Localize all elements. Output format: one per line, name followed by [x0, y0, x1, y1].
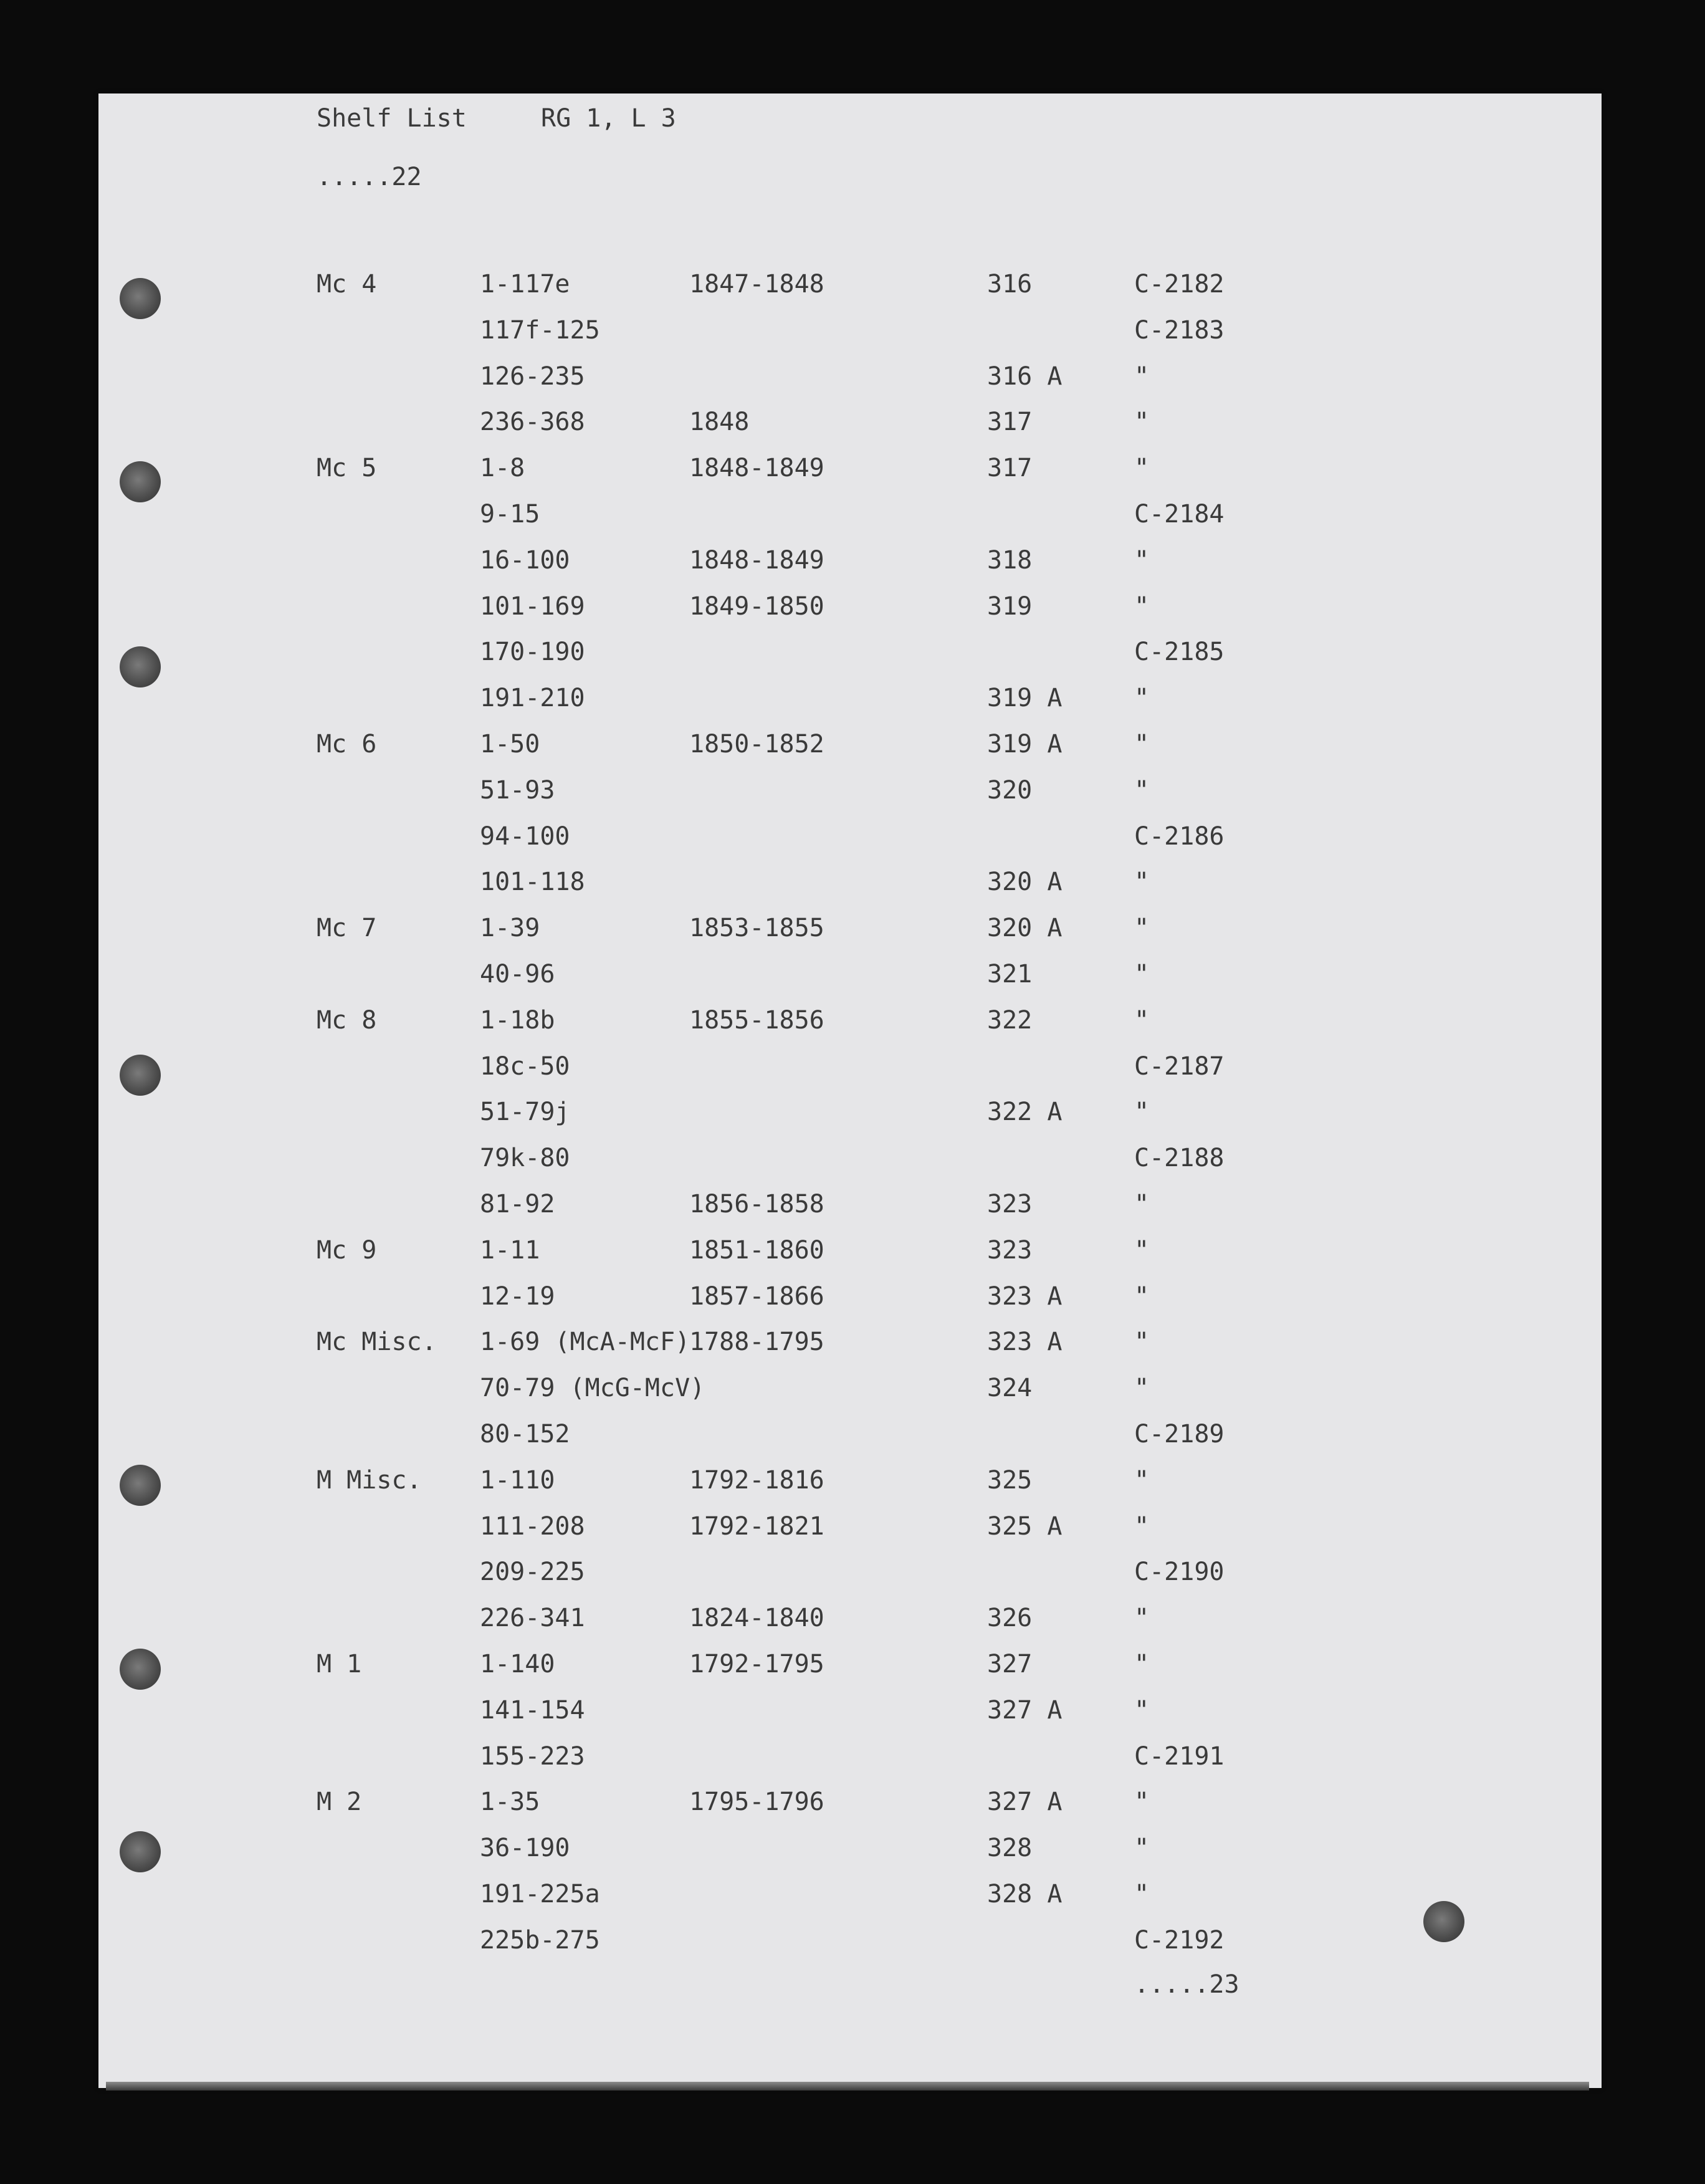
- microfilm-reel: C-2184: [1134, 500, 1225, 529]
- microfilm-reel: ": [1134, 1190, 1150, 1219]
- series-label: Mc Misc.: [317, 1328, 437, 1356]
- date-range: 1792-1821: [689, 1512, 824, 1541]
- punch-hole: [120, 646, 161, 687]
- item-range: 191-225a: [480, 1880, 600, 1909]
- microfilm-reel: C-2191: [1134, 1742, 1225, 1771]
- item-range: 117f-125: [480, 316, 600, 345]
- item-range: 79k-80: [480, 1144, 570, 1172]
- item-range: 170-190: [480, 638, 585, 666]
- series-label: Mc 5: [317, 454, 377, 482]
- continued-from-page: .....22: [317, 163, 422, 191]
- date-range: 1853-1855: [689, 914, 824, 942]
- date-range: 1849-1850: [689, 592, 824, 621]
- volume-number: 316: [987, 270, 1033, 299]
- item-range: 70-79 (McG-McV): [480, 1374, 705, 1402]
- punch-hole: [1423, 1901, 1464, 1942]
- microfilm-reel: C-2187: [1134, 1052, 1225, 1081]
- microfilm-reel: ": [1134, 1006, 1150, 1035]
- microfilm-reel: ": [1134, 1604, 1150, 1632]
- microfilm-reel: ": [1134, 684, 1150, 712]
- microfilm-reel: ": [1134, 408, 1150, 436]
- item-range: 51-93: [480, 776, 555, 805]
- item-range: 101-169: [480, 592, 585, 621]
- item-range: 1-8: [480, 454, 525, 482]
- volume-number: 320 A: [987, 914, 1063, 942]
- microfilm-reel: ": [1134, 1880, 1150, 1909]
- date-range: 1788-1795: [689, 1328, 824, 1356]
- series-label: Mc 9: [317, 1236, 377, 1265]
- microfilm-reel: ": [1134, 362, 1150, 391]
- item-range: 16-100: [480, 546, 570, 575]
- microfilm-reel: C-2188: [1134, 1144, 1225, 1172]
- item-range: 141-154: [480, 1696, 585, 1725]
- item-range: 209-225: [480, 1558, 585, 1586]
- microfilm-reel: C-2189: [1134, 1420, 1225, 1449]
- item-range: 80-152: [480, 1420, 570, 1449]
- microfilm-reel: ": [1134, 1788, 1150, 1816]
- microfilm-reel: C-2186: [1134, 822, 1225, 851]
- page-bottom-edge: [106, 2082, 1589, 2091]
- volume-number: 328 A: [987, 1880, 1063, 1909]
- microfilm-reel: ": [1134, 1374, 1150, 1402]
- date-range: 1847-1848: [689, 270, 824, 299]
- item-range: 1-11: [480, 1236, 540, 1265]
- item-range: 101-118: [480, 868, 585, 896]
- volume-number: 317: [987, 408, 1033, 436]
- volume-number: 323 A: [987, 1282, 1063, 1311]
- microfilm-reel: ": [1134, 1282, 1150, 1311]
- item-range: 1-69 (McA-McF): [480, 1328, 690, 1356]
- item-range: 18c-50: [480, 1052, 570, 1081]
- item-range: 225b-275: [480, 1926, 600, 1955]
- punch-hole: [120, 1649, 161, 1690]
- microfilm-reel: ": [1134, 914, 1150, 942]
- date-range: 1851-1860: [689, 1236, 824, 1265]
- item-range: 36-190: [480, 1834, 570, 1862]
- punch-hole: [120, 1465, 161, 1506]
- volume-number: 325 A: [987, 1512, 1063, 1541]
- microfilm-reel: ": [1134, 454, 1150, 482]
- item-range: 226-341: [480, 1604, 585, 1632]
- item-range: 94-100: [480, 822, 570, 851]
- item-range: 12-19: [480, 1282, 555, 1311]
- item-range: 1-117e: [480, 270, 570, 299]
- microfilm-reel: ": [1134, 592, 1150, 621]
- microfilm-reel: ": [1134, 1696, 1150, 1725]
- item-range: 1-110: [480, 1466, 555, 1495]
- date-range: 1850-1852: [689, 730, 824, 759]
- microfilm-reel: ": [1134, 960, 1150, 989]
- microfilm-reel: ": [1134, 1466, 1150, 1495]
- date-range: 1824-1840: [689, 1604, 824, 1632]
- microfilm-reel: C-2182: [1134, 270, 1225, 299]
- series-label: Mc 4: [317, 270, 377, 299]
- item-range: 1-35: [480, 1788, 540, 1816]
- punch-hole: [120, 1055, 161, 1096]
- volume-number: 322: [987, 1006, 1033, 1035]
- date-range: 1855-1856: [689, 1006, 824, 1035]
- microfilm-reel: C-2185: [1134, 638, 1225, 666]
- volume-number: 323 A: [987, 1328, 1063, 1356]
- microfilm-reel: ": [1134, 868, 1150, 896]
- item-range: 9-15: [480, 500, 540, 529]
- microfilm-reel: ": [1134, 1650, 1150, 1679]
- volume-number: 328: [987, 1834, 1033, 1862]
- volume-number: 318: [987, 546, 1033, 575]
- series-label: Mc 8: [317, 1006, 377, 1035]
- continued-to-page: .....23: [1134, 1970, 1239, 1999]
- microfilm-reel: ": [1134, 546, 1150, 575]
- punch-hole: [120, 461, 161, 502]
- volume-number: 322 A: [987, 1098, 1063, 1126]
- volume-number: 323: [987, 1190, 1033, 1219]
- date-range: 1848-1849: [689, 454, 824, 482]
- punch-hole: [120, 278, 161, 319]
- series-label: M Misc.: [317, 1466, 422, 1495]
- punch-hole: [120, 1831, 161, 1872]
- volume-number: 319: [987, 592, 1033, 621]
- microfilm-reel: ": [1134, 776, 1150, 805]
- series-label: M 1: [317, 1650, 362, 1679]
- shelf-list-title: Shelf List: [317, 104, 467, 133]
- microfilm-reel: ": [1134, 1328, 1150, 1356]
- microfilm-reel: ": [1134, 1512, 1150, 1541]
- item-range: 111-208: [480, 1512, 585, 1541]
- series-label: Mc 7: [317, 914, 377, 942]
- item-range: 236-368: [480, 408, 585, 436]
- item-range: 1-39: [480, 914, 540, 942]
- volume-number: 316 A: [987, 362, 1063, 391]
- volume-number: 321: [987, 960, 1033, 989]
- series-label: Mc 6: [317, 730, 377, 759]
- microfilm-reel: C-2190: [1134, 1558, 1225, 1586]
- volume-number: 323: [987, 1236, 1033, 1265]
- item-range: 51-79j: [480, 1098, 570, 1126]
- volume-number: 317: [987, 454, 1033, 482]
- item-range: 1-18b: [480, 1006, 555, 1035]
- item-range: 1-50: [480, 730, 540, 759]
- date-range: 1848: [689, 408, 750, 436]
- microfilm-reel: ": [1134, 1098, 1150, 1126]
- date-range: 1857-1866: [689, 1282, 824, 1311]
- item-range: 40-96: [480, 960, 555, 989]
- volume-number: 324: [987, 1374, 1033, 1402]
- microfilm-reel: C-2183: [1134, 316, 1225, 345]
- microfilm-reel: ": [1134, 1236, 1150, 1265]
- volume-number: 327: [987, 1650, 1033, 1679]
- volume-number: 320: [987, 776, 1033, 805]
- microfilm-reel: ": [1134, 730, 1150, 759]
- microfilm-reel: C-2192: [1134, 1926, 1225, 1955]
- date-range: 1848-1849: [689, 546, 824, 575]
- item-range: 1-140: [480, 1650, 555, 1679]
- volume-number: 320 A: [987, 868, 1063, 896]
- date-range: 1792-1795: [689, 1650, 824, 1679]
- microfilm-reel: ": [1134, 1834, 1150, 1862]
- date-range: 1795-1796: [689, 1788, 824, 1816]
- volume-number: 319 A: [987, 684, 1063, 712]
- volume-number: 325: [987, 1466, 1033, 1495]
- record-group-reference: RG 1, L 3: [541, 104, 676, 133]
- volume-number: 319 A: [987, 730, 1063, 759]
- date-range: 1792-1816: [689, 1466, 824, 1495]
- volume-number: 327 A: [987, 1696, 1063, 1725]
- item-range: 191-210: [480, 684, 585, 712]
- series-label: M 2: [317, 1788, 362, 1816]
- item-range: 81-92: [480, 1190, 555, 1219]
- item-range: 155-223: [480, 1742, 585, 1771]
- volume-number: 326: [987, 1604, 1033, 1632]
- item-range: 126-235: [480, 362, 585, 391]
- date-range: 1856-1858: [689, 1190, 824, 1219]
- volume-number: 327 A: [987, 1788, 1063, 1816]
